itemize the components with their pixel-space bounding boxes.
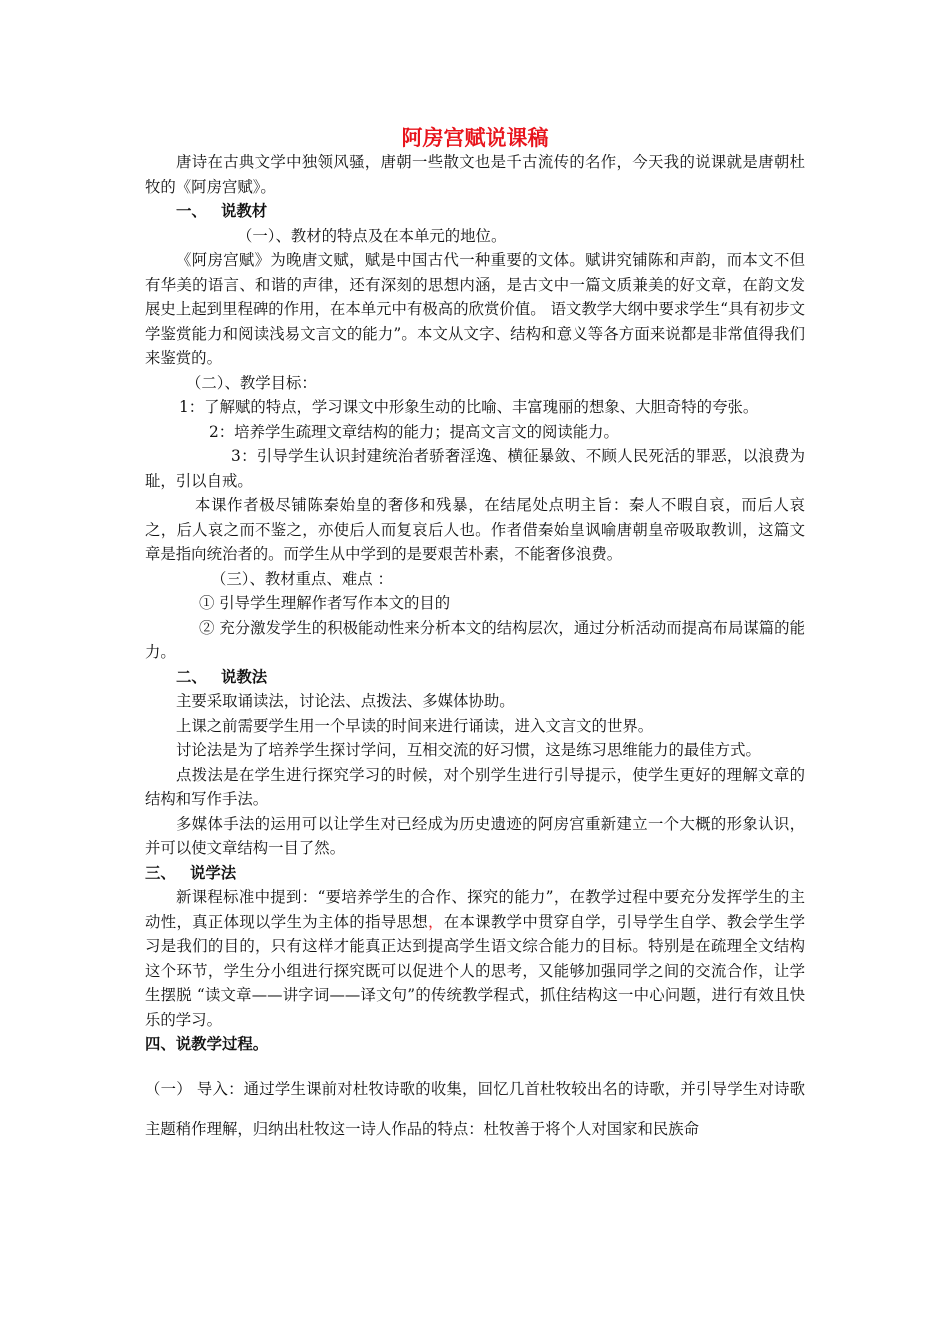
intro-paragraph: 唐诗在古典文学中独领风骚，唐朝一些散文也是千古流传的名作，今天我的说课就是唐朝杜牧的《阿房宫赋》。	[145, 153, 805, 196]
section3-number: 三、	[145, 863, 176, 882]
section1-sub2-body: 本课作者极尽铺陈秦始皇的奢侈和残暴，在结尾处点明主旨：秦人不暇自哀，而后人哀之，后人哀之而不鉴之，亦使后人而复哀后人也。作者借秦始皇讽喻唐朝皇帝吸取教训，这篇文章是指向统治者的。而学生从中学到的是要艰苦朴素，不能奢侈浪费。	[145, 496, 805, 563]
section4-heading: 四、说教学过程。	[145, 1035, 269, 1053]
section3-p1-a: 新课程标准中提到：“要培养学生的合作、探究的能力”，在教学过程中要充分发挥学生的主动性，真正体现以学生为主体的指导思想	[145, 888, 805, 931]
section3-p1	[145, 885, 805, 1032]
section2-p3: 讨论法是为了培养学生探讨学问，互相交流的好习惯，这是练习思维能力的最佳方式。	[176, 741, 761, 759]
section1-number: 一、	[176, 202, 207, 220]
section1-sub3-title: （三）、教材重点、难点 ：	[211, 569, 393, 588]
section1-sub1-body: 《阿房宫赋》为晚唐文赋，赋是中国古代一种重要的文体。赋讲究铺陈和声韵，而本文不但有华美的语言、和谐的声律，还有深刻的思想内涵，是古文中一篇文质兼美的好文章，在韵文发展史上起到里程碑的作用，在本单元中有极高的欣赏价值。 语文教学大纲中要求学生“具有初步文学鉴赏能力和阅读浅易文言文的能力”。本文从文字、结构和意义等各方面来说都是非常值得我们来鉴赏的。	[145, 251, 805, 367]
spacer	[145, 1057, 805, 1069]
section1-heading	[145, 199, 805, 224]
key-point-1: ① 引导学生理解作者写作本文的目的	[199, 594, 451, 612]
section3-heading	[145, 861, 805, 886]
section1-sub1-title: （一）、教材的特点及在本单元的地位。	[237, 226, 507, 245]
section2-p1: 主要采取诵读法，讨论法、点拨法、多媒体协助。	[176, 692, 515, 710]
section2-p2: 上课之前需要学生用一个早读的时间来进行诵读，进入文言文的世界。	[176, 716, 654, 735]
document-body	[145, 150, 805, 1149]
section2-p5: 多媒体手法的运用可以让学生对已经成为历史遗迹的阿房宫重新建立一个大概的形象认识，并可以使文章结构一目了然。	[145, 814, 805, 857]
document-title: 阿房宫赋说课稿	[401, 126, 549, 150]
goal-1: 1：了解赋的特点，学习课文中形象生动的比喻、丰富瑰丽的想象、大胆奇特的夸张。	[179, 398, 759, 416]
section2-p4: 点拨法是在学生进行探究学习的时候，对个别学生进行引导提示，使学生更好的理解文章的结构和写作手法。	[145, 765, 805, 808]
section1-sub2-title: （二）、教学目标：	[186, 373, 317, 392]
section3-p1-mark: ，	[427, 912, 444, 931]
section2-heading-text: 说教法	[221, 667, 268, 686]
section2-heading	[145, 665, 805, 690]
goal-3: 3：引导学生认识封建统治者骄奢淫逸、横征暴敛、不顾人民死活的罪恶，以浪费为耻，引以自戒。	[145, 447, 805, 490]
key-point-2: ② 充分激发学生的积极能动性来分析本文的结构层次，通过分析活动而提高布局谋篇的能力。	[145, 618, 805, 661]
goal-2: 2：培养学生疏理文章结构的能力；提高文言文的阅读能力。	[209, 422, 619, 441]
section2-number: 二、	[176, 667, 207, 686]
section3-p1-b: 在本课教学中贯穿自学，引导学生自学、教会学生学习是我们的目的，只有这样才能真正达到提高学生语文综合能力的目标。特别是在疏理全文结构这个环节，学生分小组进行探究既可以促进个人的思考，又能够加强同学之间的交流合作，让学生摆脱 “读文章——讲字词——译文句”的传统教学程式，抓住结构这一中心问题，进行有效且快乐的学习。	[145, 912, 805, 1029]
section4-p1: （一） 导入：通过学生课前对杜牧诗歌的收集，回忆几首杜牧较出名的诗歌，并引导学生对诗歌主题稍作理解，归纳出杜牧这一诗人作品的特点：杜牧善于将个人对国家和民族命	[145, 1079, 805, 1138]
section3-heading-text: 说学法	[190, 863, 237, 882]
section1-heading-text: 说教材	[221, 202, 268, 220]
